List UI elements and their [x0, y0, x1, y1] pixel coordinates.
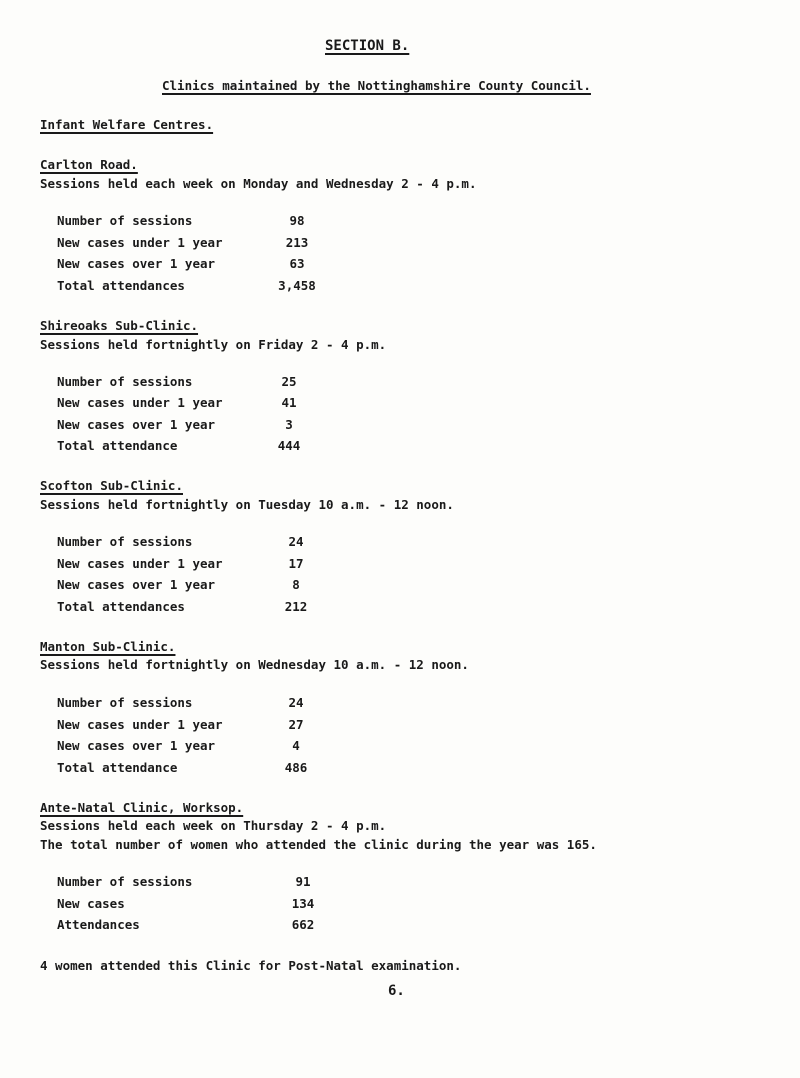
stat-value: 134	[291, 896, 315, 911]
section-heading: SECTION B.	[325, 38, 410, 54]
stat-value: 98	[289, 213, 305, 228]
clinic-sessions-manton: Sessions held fortnightly on Wednesday 10 a.m. - 12 noon.	[40, 657, 469, 672]
stat-value: 3,458	[278, 278, 316, 293]
stat-value: 63	[289, 256, 305, 271]
stat-value: 4	[292, 738, 300, 753]
stat-value: 212	[284, 599, 308, 614]
subheading-infant-welfare: Infant Welfare Centres.	[40, 117, 214, 132]
stat-label: New cases over 1 year	[57, 577, 216, 592]
clinic-sessions-shireoaks: Sessions held fortnightly on Friday 2 - 4 p.m.	[40, 337, 387, 352]
stat-value: 27	[288, 717, 304, 732]
stat-label: New cases	[57, 896, 125, 911]
stat-label: Total attendances	[57, 599, 185, 614]
clinic-name-shireoaks: Shireoaks Sub-Clinic.	[40, 318, 199, 333]
clinic-sessions-antenatal: Sessions held each week on Thursday 2 - 4 p.m.	[40, 818, 387, 833]
page-number: 6.	[388, 983, 405, 999]
stat-label: Number of sessions	[57, 534, 193, 549]
clinic-extra-antenatal: The total number of women who attended the clinic during the year was 165.	[40, 837, 597, 852]
stat-value: 91	[295, 874, 311, 889]
stat-value: 8	[292, 577, 300, 592]
stat-label: New cases under 1 year	[57, 717, 223, 732]
stat-value: 486	[284, 760, 308, 775]
stat-label: Total attendance	[57, 760, 178, 775]
clinic-sessions-scofton: Sessions held fortnightly on Tuesday 10 a.m. - 12 noon.	[40, 497, 454, 512]
stat-label: New cases under 1 year	[57, 235, 223, 250]
stat-label: Total attendance	[57, 438, 178, 453]
stat-label: New cases under 1 year	[57, 395, 223, 410]
stat-label: New cases over 1 year	[57, 738, 216, 753]
stat-label: New cases over 1 year	[57, 417, 216, 432]
clinic-name-antenatal: Ante-Natal Clinic, Worksop.	[40, 800, 244, 815]
stat-value: 24	[288, 695, 304, 710]
stat-value: 24	[288, 534, 304, 549]
clinic-name-manton: Manton Sub-Clinic.	[40, 639, 176, 654]
stat-label: Number of sessions	[57, 213, 193, 228]
stat-label: New cases under 1 year	[57, 556, 223, 571]
clinic-name-carlton: Carlton Road.	[40, 157, 138, 172]
stat-value: 444	[277, 438, 301, 453]
stat-value: 213	[285, 235, 309, 250]
stat-label: Number of sessions	[57, 374, 193, 389]
stat-value: 25	[281, 374, 297, 389]
stat-label: Number of sessions	[57, 695, 193, 710]
stat-label: Number of sessions	[57, 874, 193, 889]
document-title: Clinics maintained by the Nottinghamshire County Council.	[162, 78, 591, 93]
stat-label: Total attendances	[57, 278, 185, 293]
stat-value: 3	[285, 417, 293, 432]
stat-label: Attendances	[57, 917, 140, 932]
clinic-sessions-carlton: Sessions held each week on Monday and Wednesday 2 - 4 p.m.	[40, 176, 477, 191]
stat-value: 662	[291, 917, 315, 932]
footnote: 4 women attended this Clinic for Post-Natal examination.	[40, 958, 462, 973]
stat-value: 17	[288, 556, 304, 571]
stat-label: New cases over 1 year	[57, 256, 216, 271]
clinic-name-scofton: Scofton Sub-Clinic.	[40, 478, 183, 493]
stat-value: 41	[281, 395, 297, 410]
